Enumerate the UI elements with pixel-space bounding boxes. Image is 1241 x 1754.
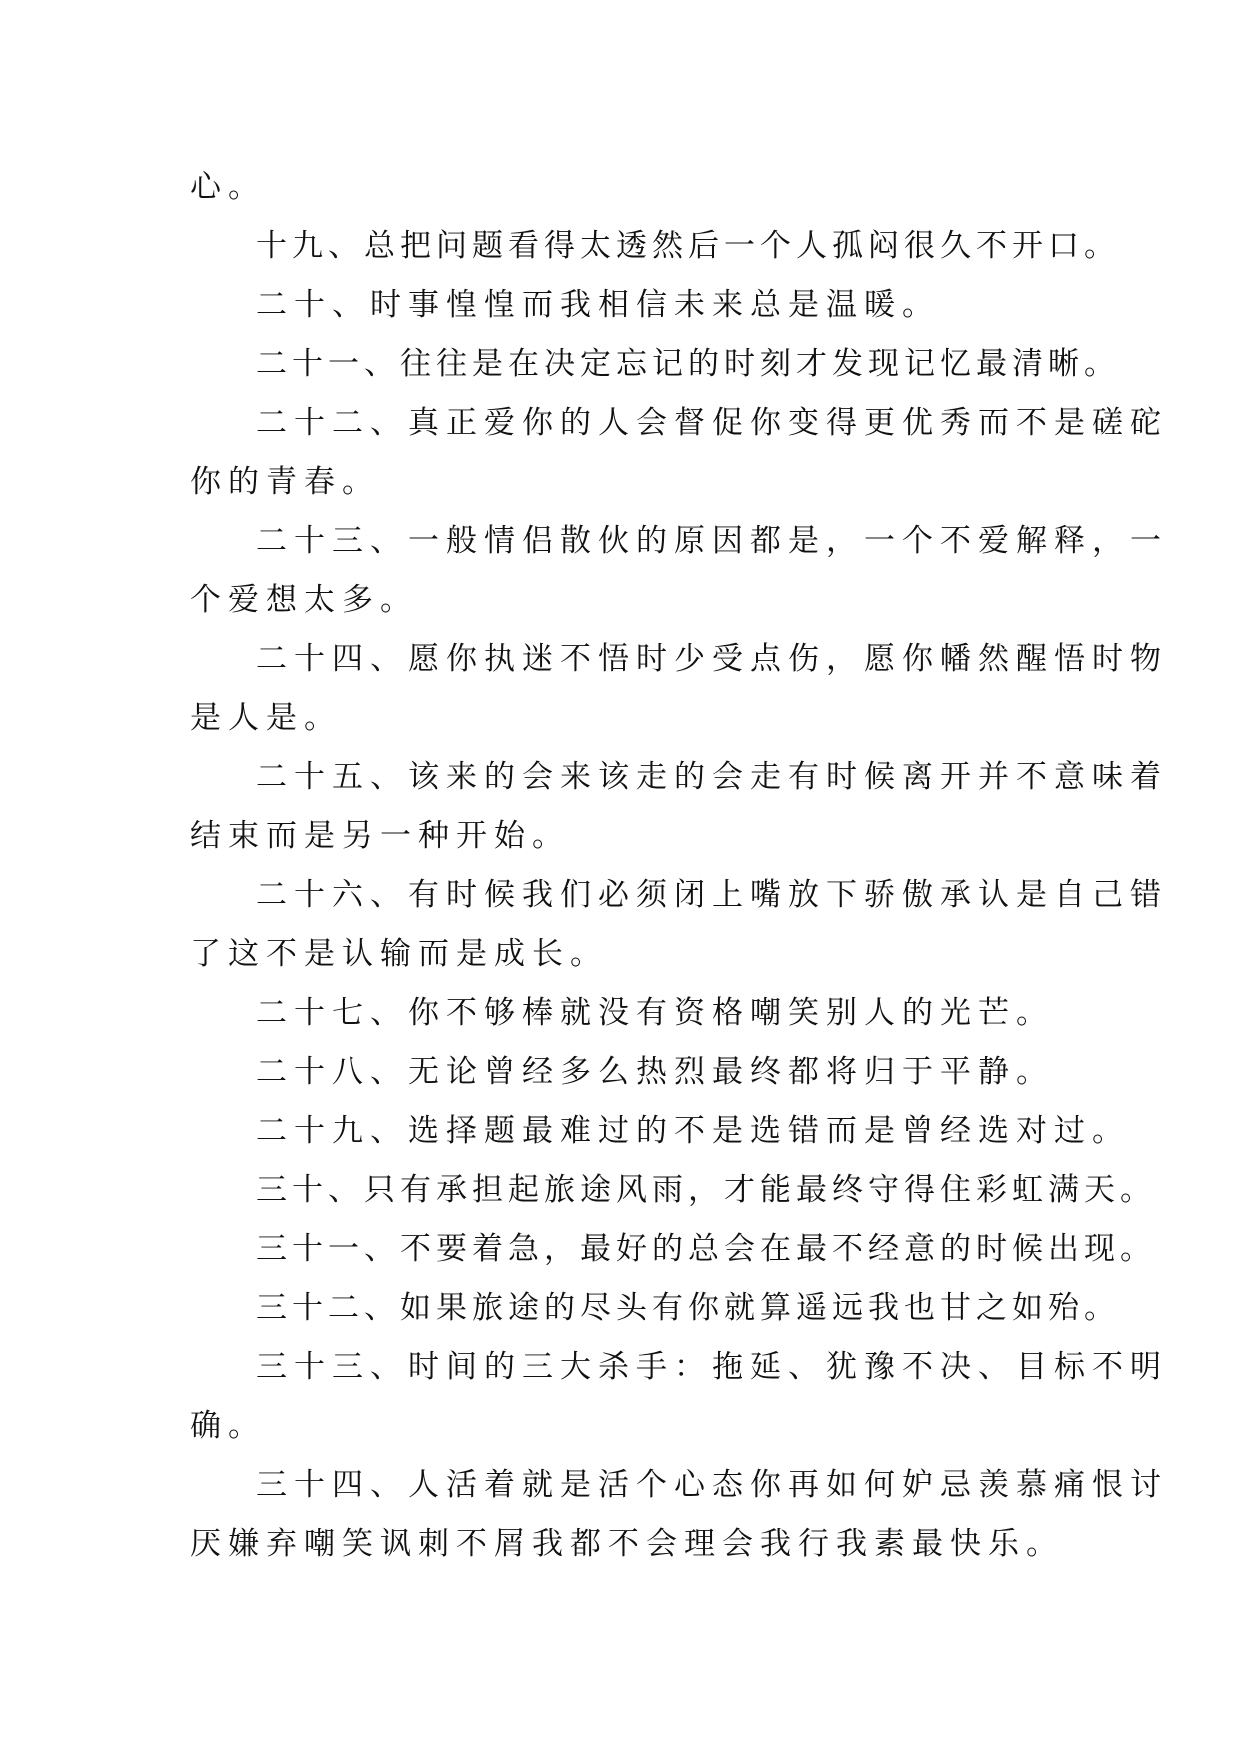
text-line: 结束而是另一种开始。 xyxy=(190,818,570,854)
text-line: 了这不是认输而是成长。 xyxy=(190,936,608,972)
text-line: 心。 xyxy=(190,169,266,205)
text-line: 二十、时事惶惶而我相信未来总是温暖。 xyxy=(256,287,940,323)
text-line: 三十三、时间的三大杀手：拖延、犹豫不决、目标不明 xyxy=(256,1349,1168,1385)
text-line: 二十七、你不够棒就没有资格嘲笑别人的光芒。 xyxy=(256,995,1054,1031)
text-line: 二十一、往往是在决定忘记的时刻才发现记忆最清晰。 xyxy=(256,346,1120,382)
text-line: 三十二、如果旅途的尽头有你就算遥远我也甘之如殆。 xyxy=(256,1290,1120,1326)
text-line: 二十九、选择题最难过的不是选错而是曾经选对过。 xyxy=(256,1113,1130,1149)
text-line: 二十三、一般情侣散伙的原因都是，一个不爱解释，一 xyxy=(256,523,1168,559)
text-line: 十九、总把问题看得太透然后一个人孤闷很久不开口。 xyxy=(256,228,1120,264)
document-body xyxy=(190,158,1168,1574)
text-line: 个爱想太多。 xyxy=(190,582,418,618)
text-line: 厌嫌弃嘲笑讽刺不屑我都不会理会我行我素最快乐。 xyxy=(190,1526,1064,1562)
text-line: 你的青春。 xyxy=(190,464,380,500)
text-line: 二十四、愿你执迷不悟时少受点伤，愿你幡然醒悟时物 xyxy=(256,641,1168,677)
text-line: 三十四、人活着就是活个心态你再如何妒忌羡慕痛恨讨 xyxy=(256,1467,1168,1503)
text-line: 二十八、无论曾经多么热烈最终都将归于平静。 xyxy=(256,1054,1054,1090)
text-line: 二十二、真正爱你的人会督促你变得更优秀而不是磋砣 xyxy=(256,405,1168,441)
text-line: 三十、只有承担起旅途风雨，才能最终守得住彩虹满天。 xyxy=(256,1172,1156,1208)
text-line: 确。 xyxy=(190,1408,266,1444)
text-line: 三十一、不要着急，最好的总会在最不经意的时候出现。 xyxy=(256,1231,1156,1267)
text-line: 是人是。 xyxy=(190,700,342,736)
text-line: 二十六、有时候我们必须闭上嘴放下骄傲承认是自己错 xyxy=(256,877,1168,913)
text-line: 二十五、该来的会来该走的会走有时候离开并不意味着 xyxy=(256,759,1168,795)
